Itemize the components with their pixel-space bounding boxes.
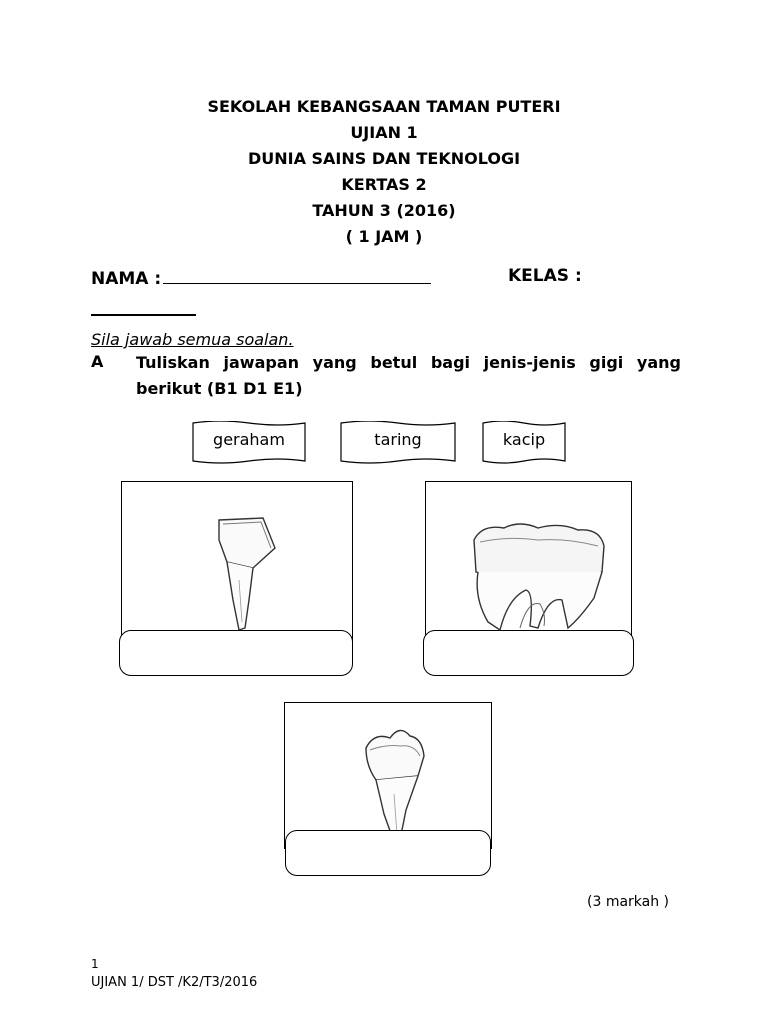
canine-tooth-icon — [356, 724, 436, 846]
incisor-tooth-icon — [205, 510, 285, 636]
answer-box-3[interactable] — [285, 830, 491, 876]
year-title: TAHUN 3 (2016) — [312, 201, 456, 220]
name-label: NAMA : — [91, 269, 162, 289]
word-tag-label: kacip — [502, 430, 546, 449]
page-number: 1 — [91, 957, 99, 971]
subject-title: DUNIA SAINS DAN TEKNOLOGI — [247, 149, 521, 168]
word-tag-label: geraham — [213, 430, 285, 449]
duration-title: ( 1 JAM ) — [345, 227, 423, 246]
class-blank-line[interactable] — [91, 314, 196, 316]
paper-title: KERTAS 2 — [341, 175, 427, 194]
marks-label: (3 markah ) — [587, 894, 670, 910]
word-tag-label: taring — [374, 430, 422, 449]
instruction-text: Sila jawab semua soalan. — [91, 330, 294, 349]
exam-title: UJIAN 1 — [350, 123, 418, 142]
word-tag-geraham — [192, 421, 306, 465]
document-header — [0, 94, 768, 250]
word-tag-kacip — [482, 421, 566, 465]
question-letter: A — [91, 352, 104, 371]
school-name: SEKOLAH KEBANGSAAN TAMAN PUTERI — [207, 97, 561, 116]
molar-tooth-icon — [468, 518, 608, 636]
answer-box-2[interactable] — [423, 630, 634, 676]
name-field[interactable] — [91, 266, 431, 289]
class-label: KELAS : — [508, 266, 582, 286]
question-line-2: berikut (B1 D1 E1) — [136, 379, 303, 398]
question-text — [136, 350, 681, 402]
question-line-1: Tuliskan jawapan yang betul bagi jenis-jenis gigi yang — [136, 353, 681, 372]
answer-box-1[interactable] — [119, 630, 353, 676]
name-blank-line[interactable] — [163, 266, 431, 284]
footer-code: UJIAN 1/ DST /K2/T3/2016 — [91, 975, 258, 990]
word-tag-taring — [340, 421, 456, 465]
